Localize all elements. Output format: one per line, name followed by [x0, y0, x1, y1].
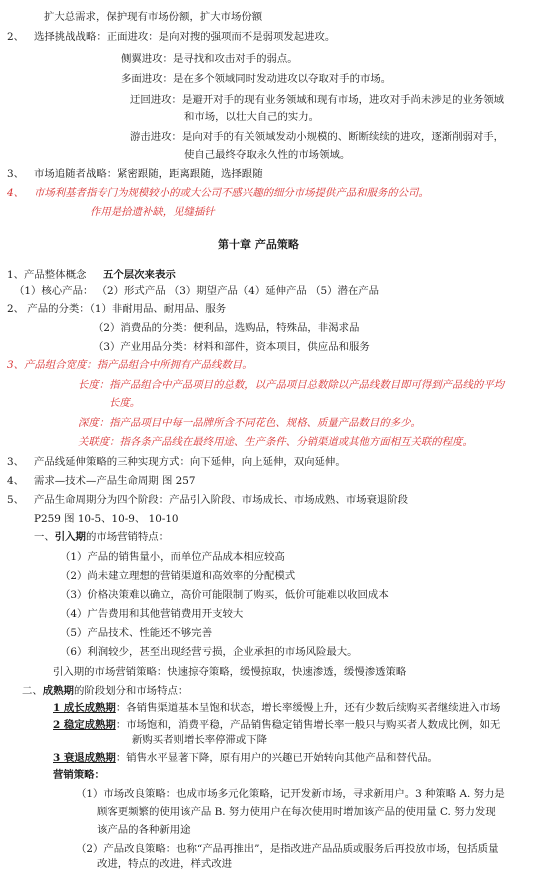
- section-number: 二、: [22, 685, 43, 697]
- list-number: 3、: [7, 168, 25, 180]
- list-number: 2、: [7, 31, 25, 43]
- text-line: 扩大总需求，保护现有市场份额，扩大市场份额: [44, 11, 263, 23]
- text-line: 引入期的市场营销策略：快速掠夺策略，缓慢掠取，快速渗透，缓慢渗透策略: [53, 666, 407, 678]
- highlight-line: 市场利基者指专门为规模较小的或大公司不感兴趣的细分市场提供产品和服务的公司。: [34, 187, 429, 199]
- text-line: （1）市场改良策略：也成市场多元化策略，记开发新市场，寻求新用户。3 种策略 A. 努力是: [76, 788, 505, 800]
- section-term: 成熟期: [42, 685, 74, 697]
- text-line: 产品线延伸策略的三种实现方式：向下延伸，向上延伸，双向延伸。: [34, 456, 346, 468]
- highlight-line: 3、产品组合宽度：指产品组合中所拥有产品线数目。: [7, 359, 253, 371]
- section-number: 一、: [34, 531, 55, 543]
- section-title-rest: 的阶段划分和市场特点：: [73, 685, 189, 697]
- text-line: （3）产业用品分类：材料和部件，资本项目，供应品和服务: [93, 341, 370, 353]
- text-line: 使自己最终夺取永久性的市场领域。: [184, 149, 351, 161]
- text-line: 新购买者则增长率停滞或下降: [132, 734, 268, 746]
- list-number: 4、: [7, 187, 25, 199]
- text-line: 2、 产品的分类：（1）非耐用品、耐用品、服务: [7, 303, 227, 315]
- text-line: 产品生命周期分为四个阶段：产品引入阶段、市场成长、市场成熟、市场衰退阶段: [34, 494, 409, 506]
- text-line: 迂回进攻：是避开对手的现有业务领域和现有市场，进攻对手尚未涉足的业务领域: [130, 94, 505, 106]
- section-heading: [34, 530, 169, 544]
- highlight-line: 作用是拾遗补缺，见缝插针: [90, 206, 215, 218]
- text-line: P259 图 10-5、10-9、 10-10: [34, 513, 179, 525]
- text-line: （2）尚未建立理想的营销渠道和高效率的分配模式: [60, 570, 296, 582]
- text-line: 改进，特点的改进，样式改进: [97, 858, 233, 870]
- highlight-line: 深度：指产品项目中每一品牌所含不同花色、规格、质量产品数目的多少。: [78, 417, 421, 429]
- text-line: 多面进攻：是在多个领域同时发动进攻以夺取对手的市场。: [121, 73, 392, 85]
- text-line: 顾客更频繁的使用该产品 B. 努力使用户在每次使用时增加该产品的使用量 C. 努力发现: [97, 806, 496, 818]
- text-line: [53, 718, 500, 732]
- section-title-rest: 的市场营销特点：: [85, 531, 170, 543]
- text-line: 游击进攻：是向对手的有关领域发动小规模的、断断续续的进攻，逐渐削弱对手，: [130, 131, 505, 143]
- text-line: （6）利润较少，甚至出现经营亏损，企业承担的市场风险最大。: [60, 646, 358, 658]
- text-line: 侧翼进攻：是寻找和攻击对手的弱点。: [121, 53, 298, 65]
- term-desc: ：销售水平显著下降，原有用户的兴趣已开始转向其他产品和替代品。: [115, 752, 438, 764]
- text-line: 需求—技术—产品生命周期 图 257: [34, 475, 196, 487]
- text-line: （2）消费品的分类：便利品，选购品，特殊品，非渴求品: [93, 322, 360, 334]
- text-line: 选择挑战战略：正面进攻：是向对搜的强项而不是弱项发起进攻。: [34, 31, 336, 43]
- text-line: [53, 701, 500, 715]
- text-line: 和市场，以壮大自己的实力。: [184, 111, 320, 123]
- text-line: （5）产品技术、性能还不够完善: [60, 627, 213, 639]
- term-desc: ：各销售渠道基本呈饱和状态，增长率缓慢上升，还有少数后续购买者继续进入市场: [115, 702, 501, 714]
- text-line: 1、产品整体概念: [7, 269, 87, 281]
- list-number: 4、: [7, 475, 25, 487]
- chapter-heading: 第十章 产品策略: [218, 238, 299, 251]
- term-label: 2 稳定成熟期: [53, 719, 116, 731]
- text-line: 市场追随者战略：紧密跟随，距离跟随，选择跟随: [34, 168, 263, 180]
- text-line-bold: 营销策略：: [53, 769, 105, 781]
- highlight-line: 关联度：指各条产品线在最终用途、生产条件、分销渠道或其他方面相互关联的程度。: [78, 436, 473, 448]
- text-line: 该产品的各种新用途: [97, 824, 191, 836]
- text-line: （4）广告费用和其他营销费用开支较大: [60, 608, 244, 620]
- list-number: 3、: [7, 456, 25, 468]
- highlight-line: 长度。: [109, 397, 141, 409]
- highlight-line: 长度：指产品组合中产品项目的总数，以产品项目总数除以产品线数目即可得到产品线的平均: [78, 379, 505, 391]
- text-line: （1）核心产品： （2）形式产品 （3）期望产品（4）延伸产品 （5）潜在产品: [14, 285, 380, 297]
- text-line-bold: 五个层次来表示: [103, 269, 176, 281]
- term-label: 1 成长成熟期: [53, 702, 116, 714]
- term-label: 3 衰退成熟期: [53, 752, 116, 764]
- term-desc: ：市场饱和，消费平稳，产品销售稳定销售增长率一般只与购买者人数成比例，如无: [115, 719, 501, 731]
- text-line: （2）产品改良策略：也称“产品再推出”，是指改进产品品质或服务后再投放市场，包括质量: [76, 843, 499, 855]
- section-heading: [22, 684, 188, 698]
- text-line: （3）价格决策难以确立，高价可能限制了购买，低价可能难以收回成本: [60, 589, 389, 601]
- section-term: 引入期: [54, 531, 86, 543]
- text-line: [53, 751, 438, 765]
- text-line: （1）产品的销售量小，而单位产品成本相应较高: [60, 551, 285, 563]
- list-number: 5、: [7, 494, 25, 506]
